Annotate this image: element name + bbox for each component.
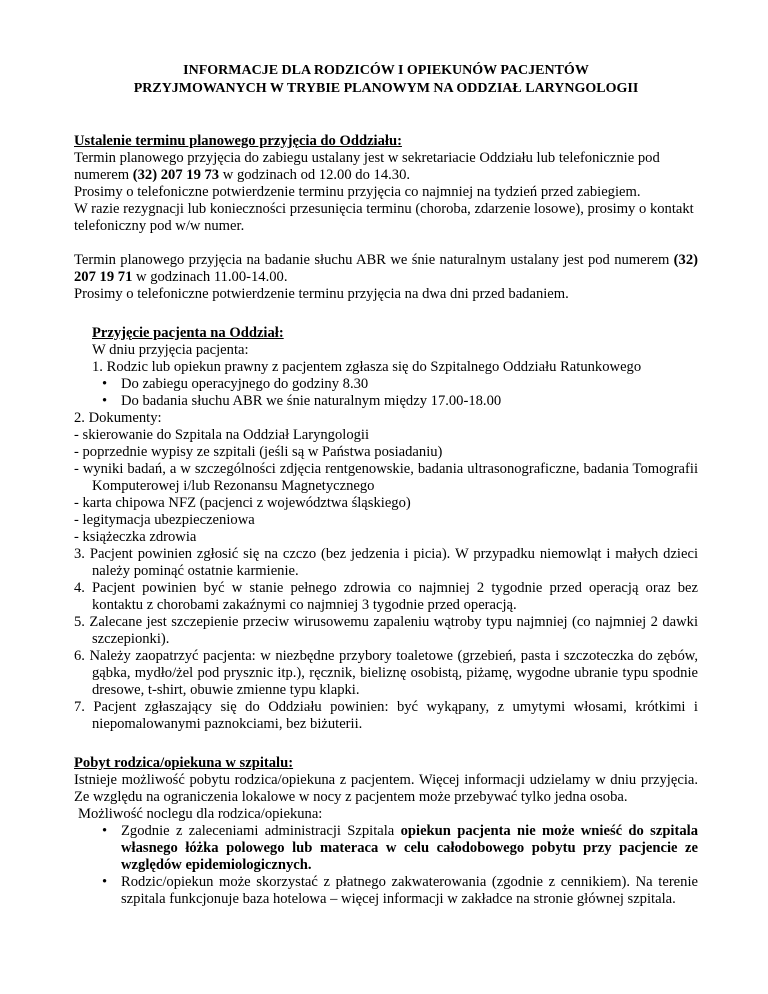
overnight-intro: Możliwość noclegu dla rodzica/opiekuna: (78, 806, 323, 822)
admission-item-3: 3. Pacjent powinien zgłosić się na czczo (bez jedzenia i picia). W przypadku niemowląt i małych dzieci należy pominąć ostatnie karmienie. (74, 546, 698, 579)
admission-item-4: 4. Pacjent powinien być w stanie pełnego zdrowia co najmniej 2 tygodnie przed operacją oraz bez kontaktu z chorobami zakaźnymi co najmniej 3 tygodnie przed operacją. (74, 580, 698, 613)
section-heading-admission: Przyjęcie pacjenta na Oddział: (92, 325, 284, 341)
bullet-icon: • (102, 874, 108, 890)
parent-stay-paragraph: Istnieje możliwość pobytu rodzica/opiekuna z pacjentem. Więcej informacji udzielamy w dniu przyjęcia. Ze względu na ograniczenia lokalowe w nocy z pacjentem może przebywać tylko jedna osoba. (74, 772, 698, 805)
section-heading-parent-stay: Pobyt rodzica/opiekuna w szpitalu: (74, 755, 294, 771)
bullet-icon: • (102, 376, 108, 392)
doc-item: - legitymacja ubezpieczeniowa (74, 512, 255, 528)
doc-item: - książeczka zdrowia (74, 529, 197, 545)
admission-item-2: 2. Dokumenty: (74, 410, 162, 426)
admission-item-1: 1. Rodzic lub opiekun prawny z pacjentem zgłasza się do Szpitalnego Oddziału Ratunkowego (92, 359, 642, 375)
admission-item-7: 7. Pacjent zgłaszający się do Oddziału powinien: być wykąpany, z umytymi włosami, krótkimi i niepomalowanymi paznokciami, bez biżuterii. (74, 699, 698, 732)
resignation-paragraph: W razie rezygnacji lub konieczności przesunięcia terminu (choroba, zdarzenie losowe), prosimy o kontakt telefoniczny pod w/w numer. (74, 201, 694, 234)
doc-item: - karta chipowa NFZ (pacjenci z województwa śląskiego) (74, 495, 411, 511)
phone-number-abr: (32) 207 19 71 (74, 252, 698, 285)
doc-item: - poprzednie wypisy ze szpitali (jeśli są w Państwa posiadaniu) (74, 444, 443, 460)
doc-item: - skierowanie do Szpitala na Oddział Laryngologii (74, 427, 370, 443)
title-line-2: PRZYJMOWANYCH W TRYBIE PLANOWYM NA ODDZIAŁ LARYNGOLOGII (133, 81, 639, 96)
confirmation-paragraph: Prosimy o telefoniczne potwierdzenie terminu przyjęcia co najmniej na tydzień przed zabiegiem. (74, 184, 641, 200)
scheduling-paragraph: Termin planowego przyjęcia do zabiegu ustalany jest w sekretariacie Oddziału lub telefonicznie pod numerem (32) 207 19 73 w godzinach od 12.00 do 14.30. (74, 150, 660, 183)
doc-item: - wyniki badań, a w szczególności zdjęcia rentgenowskie, badania ultrasonograficzne, badania Tomografii Komputerowej i/lub Rezonansu Magnetycznego (74, 461, 698, 494)
admission-item-6: 6. Należy zaopatrzyć pacjenta: w niezbędne przybory toaletowe (grzebień, pasta i szczoteczka do zębów, gąbka, mydło/żel pod prysznic itp.), ręcznik, bieliznę osobistą, piżamę, wygodne ubranie typu spodnie dresowe, t-shirt, obuwie zmienne typu klapki. (74, 648, 698, 698)
phone-number-surgery: (32) 207 19 73 (132, 167, 220, 183)
admission-intro: W dniu przyjęcia pacjenta: (92, 342, 249, 358)
bullet-item: • Zgodnie z zaleceniami administracji Szpitala opiekun pacjenta nie może wnieść do szpitala własnego łóżka polowego lub materaca w celu całodobowego pobytu przy pacjencie ze względów epidemiologicznych. (102, 823, 698, 873)
title-line-1: INFORMACJE DLA RODZICÓW I OPIEKUNÓW PACJENTÓW (183, 63, 589, 78)
abr-confirmation-paragraph: Prosimy o telefoniczne potwierdzenie terminu przyjęcia na dwa dni przed badaniem. (74, 286, 569, 302)
bullet-item: • Rodzic/opiekun może skorzystać z płatnego zakwaterowania (zgodnie z cennikiem). Na terenie szpitala funkcjonuje baza hotelowa – więcej informacji w zakładce na stronie głównej szpitala. (102, 874, 698, 907)
abr-scheduling-paragraph: Termin planowego przyjęcia na badanie słuchu ABR we śnie naturalnym ustalany jest pod numerem (32) 207 19 71 w godzinach 11.00-14.00. (74, 252, 698, 285)
bullet-icon: • (102, 823, 108, 839)
bullet-icon: • (102, 393, 108, 409)
bullet-item: • Do zabiegu operacyjnego do godziny 8.30 (102, 376, 369, 392)
admission-item-5: 5. Zalecane jest szczepienie przeciw wirusowemu zapaleniu wątroby typu najmniej (co najmniej 2 dawki szczepionki). (74, 614, 698, 647)
bullet-item: • Do badania słuchu ABR we śnie naturalnym między 17.00-18.00 (102, 393, 502, 409)
section-heading-scheduling: Ustalenie terminu planowego przyjęcia do Oddziału: (74, 133, 402, 149)
